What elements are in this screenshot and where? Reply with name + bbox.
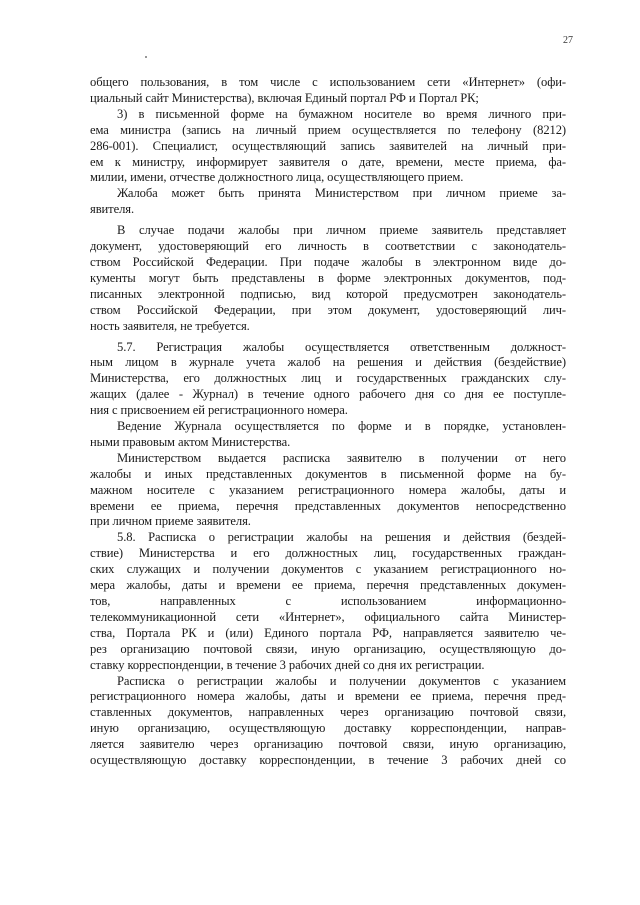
document-body [90, 75, 566, 769]
text-line: регистрационного номера жалобы, даты и времени ее приема, перечня пред- [90, 689, 566, 704]
text-line: писанных электронной подписью, вид которой предусмотрен законодатель- [90, 286, 566, 301]
text-line: ляется заявителю через организацию почтовой связи, иную организацию, [90, 737, 566, 752]
text-line: ность заявителя, не требуется. [90, 318, 250, 333]
text-line: 286-001). Специалист, осуществляющий запись заявителей на личный при- [90, 138, 566, 153]
text-line: В случае подачи жалобы при личном приеме заявитель представляет [117, 223, 566, 238]
text-line: Министерством выдается расписка заявителю в получении от него [117, 450, 566, 465]
text-line: Жалоба может быть принята Министерством при личном приеме за- [117, 186, 566, 201]
text-line: общего пользования, в том числе с использованием сети «Интернет» (офи- [90, 75, 566, 89]
text-line: Министерства, его должностных лиц и государственных гражданских слу- [90, 371, 566, 386]
text-line: телекоммуникационной сети «Интернет», официального сайта Министер- [90, 609, 566, 624]
text-line: жащих (далее - Журнал) в течение одного рабочего дня со дня ее поступле- [90, 387, 566, 402]
text-line: Ведение Журнала осуществляется по форме и в порядке, установлен- [117, 419, 566, 434]
text-line: 5.7. Регистрация жалобы осуществляется ответственным должност- [117, 339, 566, 354]
text-line: Расписка о регистрации жалобы и получении документов с указанием [117, 673, 566, 688]
text-line: документ, удостоверяющий его личность в соответствии с законодатель- [90, 239, 566, 254]
text-line: мера жалобы, даты и времени ее приема, перечня представленных докумен- [90, 578, 566, 593]
text-line: ства, Портала РК и (или) Единого портала РФ, направляется заявителю че- [90, 625, 566, 640]
text-line: ставку корреспонденции, в течение 3 рабочих дней со дня их регистрации. [90, 657, 485, 672]
text-line: тов, направленных с использованием информационно- [90, 594, 566, 608]
text-line: осуществляющую доставку корреспонденции, в течение 3 рабочих дней со [90, 753, 566, 768]
scan-speck [145, 56, 147, 58]
page-number: 27 [563, 35, 573, 46]
text-line: кументы могут быть представлены в форме электронных документов, под- [90, 270, 566, 285]
text-line: ством Российской Федерации, при этом документ, удостоверяющий лич- [90, 302, 566, 317]
text-line: милии, имени, отчестве должностного лица, осуществляющего прием. [90, 170, 464, 185]
text-line: 3) в письменной форме на бумажном носителе во время личного при- [117, 106, 566, 121]
text-line: иную организацию, осуществляющую доставку корреспонденции, направ- [90, 721, 566, 736]
text-line: ема министра (запись на личный прием осуществляется по телефону (8212) [90, 122, 566, 137]
text-line: ем к министру, информирует заявителя о дате, времени, месте приема, фа- [90, 154, 566, 169]
text-line: циальный сайт Министерства), включая Единый портал РФ и Портал РК; [90, 90, 479, 105]
text-line: времени ее приема, перечня представленных документов непосредственно [90, 498, 566, 513]
text-line: при личном приеме заявителя. [90, 514, 251, 529]
text-line: ством Российской Федерации. При подаче жалобы в электронном виде до- [90, 254, 566, 269]
text-line: 5.8. Расписка о регистрации жалобы на решения и действия (бездей- [117, 530, 566, 545]
text-line: ставленных документов, направленных через организацию почтовой связи, [90, 705, 566, 720]
text-line: ными правовым актом Министерства. [90, 434, 291, 449]
text-line: ских служащих и получении документов с указанием регистрационного но- [90, 562, 566, 577]
text-line: жалобы и иных представленных документов в письменной форме на бу- [90, 466, 566, 481]
text-line: ным лицом в журнале учета жалоб на решения и действия (бездействие) [90, 355, 566, 370]
text-line: ния с присвоением ей регистрационного номера. [90, 403, 348, 418]
text-line: явителя. [90, 202, 134, 217]
text-line: рез организацию почтовой связи, иную организацию, осуществляющую до- [90, 641, 566, 656]
text-line: ствие) Министерства и его должностных лиц, государственных граждан- [90, 546, 566, 561]
text-line: мажном носителе с указанием регистрационного номера жалобы, даты и [90, 482, 566, 497]
